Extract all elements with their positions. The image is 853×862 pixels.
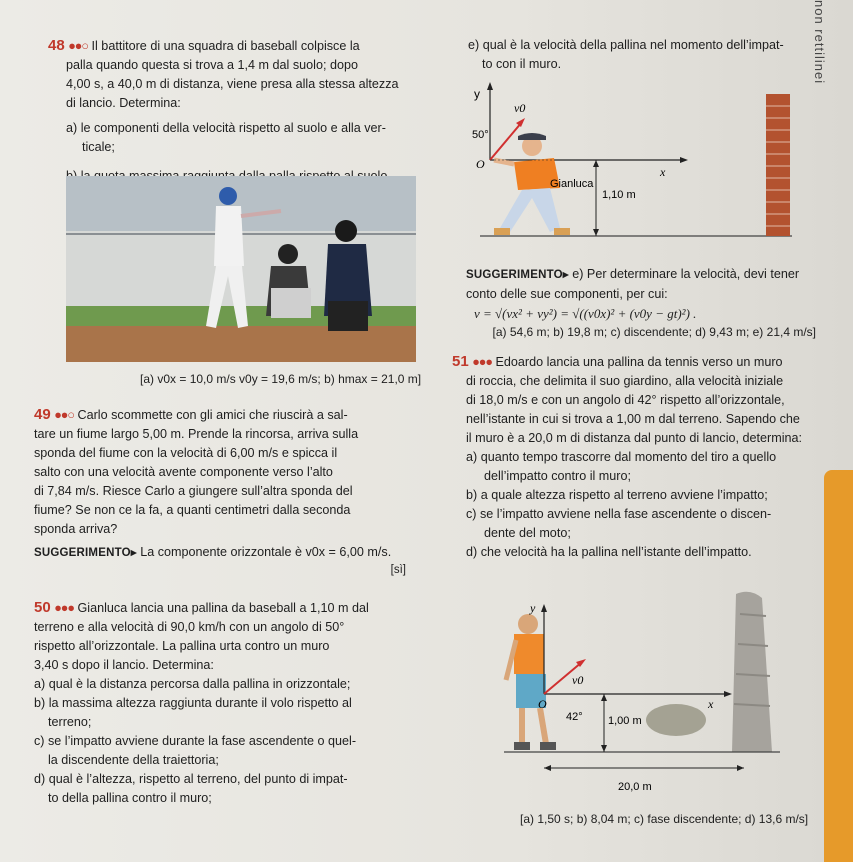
answer-49: [sì] — [390, 564, 406, 576]
text-line: salto con una velocità avente componente verso l’alto — [34, 465, 333, 479]
text-line: di lancio. Determina: — [66, 96, 181, 110]
text-line: Edoardo lancia una pallina da tennis verso un muro — [495, 355, 783, 369]
x-axis-label: x — [660, 165, 666, 179]
text-line: sponda del fiume con la velocità di 6,00 m/s e spicca il — [34, 446, 338, 460]
item-b-cont: terreno; — [48, 715, 92, 729]
problem-51 — [452, 352, 824, 562]
hint-text: La componente orizzontale è v0x = 6,00 m/s. — [140, 545, 392, 559]
item-d: d) qual è l’altezza, rispetto al terreno, del punto di impat- — [34, 772, 348, 786]
diagram-gianluca — [470, 76, 810, 256]
item-d: d) che velocità ha la pallina nell’istante dell’impatto. — [466, 545, 752, 559]
angle-label: 50° — [472, 129, 489, 141]
x-axis-label: x — [708, 697, 714, 711]
item-d-cont: to della pallina contro il muro; — [48, 791, 212, 805]
text-line: di roccia, che delimita il suo giardino, alla velocità iniziale — [466, 374, 784, 388]
side-label: non rettilinei — [812, 0, 827, 85]
difficulty-dots: ●●○ — [68, 39, 89, 53]
problem-number: 51 — [452, 353, 469, 370]
angle-label: 42° — [566, 711, 583, 723]
text-line: di 7,84 m/s. Riesce Carlo a giungere sull’altra sponda del — [34, 484, 353, 498]
text-line: palla quando questa si trova a 1,4 m dal suolo; dopo — [66, 58, 358, 72]
answer-51: [a) 1,50 s; b) 8,04 m; c) fase discendente; d) 13,6 m/s] — [520, 812, 809, 826]
item-e-cont: to con il muro. — [482, 57, 562, 71]
chapter-side-tab — [812, 0, 842, 120]
problem-50-item-e — [468, 36, 808, 74]
text-line: 4,00 s, a 40,0 m di distanza, viene presa alla stessa altezza — [66, 77, 399, 91]
item-b: b) la massima altezza raggiunta durante il volo rispetto al — [34, 696, 352, 710]
text-line: 3,40 s dopo il lancio. Determina: — [34, 658, 214, 672]
text-line: Gianluca lancia una pallina da baseball a 1,10 m dal — [77, 601, 369, 615]
height-label: 1,10 m — [602, 189, 636, 201]
text-line: sponda arriva? — [34, 522, 118, 536]
rock-wall-icon — [732, 592, 772, 752]
problem-50 — [34, 598, 424, 808]
item-a: a) quanto tempo trascorre dal momento del tiro a quello — [466, 450, 777, 464]
item-c: c) se l’impatto avviene durante la fase ascendente o quel- — [34, 734, 357, 748]
text-line: fiume? Se non ce la fa, a quanti centimetri dalla seconda — [34, 503, 351, 517]
problem-number: 48 — [48, 37, 65, 54]
item-b: b) a quale altezza rispetto al terreno avviene l’impatto; — [466, 488, 768, 502]
item-c-cont: dente del moto; — [484, 526, 571, 540]
difficulty-dots: ●●● — [54, 601, 75, 615]
person-name: Gianluca — [550, 178, 594, 190]
velocity-label: v0 — [572, 673, 584, 687]
item-a-cont: ticale; — [82, 140, 115, 154]
item-c-cont: la discendente della traiettoria; — [48, 753, 219, 767]
text-line: il muro è a 20,0 m di distanza dal punto di lancio, determina: — [466, 431, 803, 445]
text-line: nell’istante in cui si trova a 1,00 m dal terreno. Sapendo che — [466, 412, 800, 426]
velocity-formula: v = √(vx² + vy²) = √((v0x)² + (v0y − gt)²) . — [474, 306, 697, 321]
difficulty-dots: ●●○ — [54, 408, 75, 422]
y-axis-label: y — [530, 601, 536, 615]
orange-page-edge — [824, 470, 853, 862]
text-line: Il battitore di una squadra di baseball colpisce la — [91, 39, 360, 53]
problem-number: 49 — [34, 406, 51, 423]
hint-text: e) Per determinare la velocità, devi tener — [572, 267, 800, 281]
problem-48 — [48, 36, 420, 186]
text-line: tare un fiume largo 5,00 m. Prende la rincorsa, arriva sulla — [34, 427, 359, 441]
hint-50 — [466, 265, 822, 342]
answer-50: [a) 54,6 m; b) 19,8 m; c) discendente; d) 9,43 m; e) 21,4 m/s] — [492, 325, 816, 339]
item-c: c) se l’impatto avviene nella fase ascendente o discen- — [466, 507, 772, 521]
answer-48: [a) v0x = 10,0 m/s v0y = 19,6 m/s; b) hmax = 21,0 m] — [140, 372, 422, 386]
hint-text-cont: conto delle sue componenti, per cui: — [466, 287, 668, 301]
text-line: rispetto all’orizzontale. La pallina urta contro un muro — [34, 639, 330, 653]
origin-label: O — [476, 157, 485, 171]
item-a-cont: dell’impatto contro il muro; — [484, 469, 631, 483]
origin-label: O — [538, 697, 547, 711]
hint-label: SUGGERIMENTO▸ — [34, 547, 137, 559]
velocity-label: v0 — [514, 101, 526, 115]
baseball-photo — [66, 176, 416, 362]
brick-wall-icon — [766, 94, 790, 236]
text-line: terreno e alla velocità di 90,0 km/h con un angolo di 50° — [34, 620, 345, 634]
text-line: di 18,0 m/s e con un angolo di 42° rispetto all’orizzontale, — [466, 393, 785, 407]
item-a: a) qual è la distanza percorsa dalla pallina in orizzontale; — [34, 677, 351, 691]
diagram-edoardo — [500, 584, 810, 799]
hint-label: SUGGERIMENTO▸ — [466, 269, 569, 281]
difficulty-dots: ●●● — [472, 355, 493, 369]
problem-number: 50 — [34, 599, 51, 616]
text-line: Carlo scommette con gli amici che riuscirà a sal- — [77, 408, 348, 422]
distance-label: 20,0 m — [618, 781, 652, 793]
y-axis-label: y — [474, 87, 480, 101]
height-label: 1,00 m — [608, 715, 642, 727]
item-e: e) qual è la velocità della pallina nel momento dell’impat- — [468, 38, 784, 52]
item-a: a) le componenti della velocità rispetto al suolo e alla ver- — [66, 121, 386, 135]
problem-49 — [34, 405, 424, 577]
